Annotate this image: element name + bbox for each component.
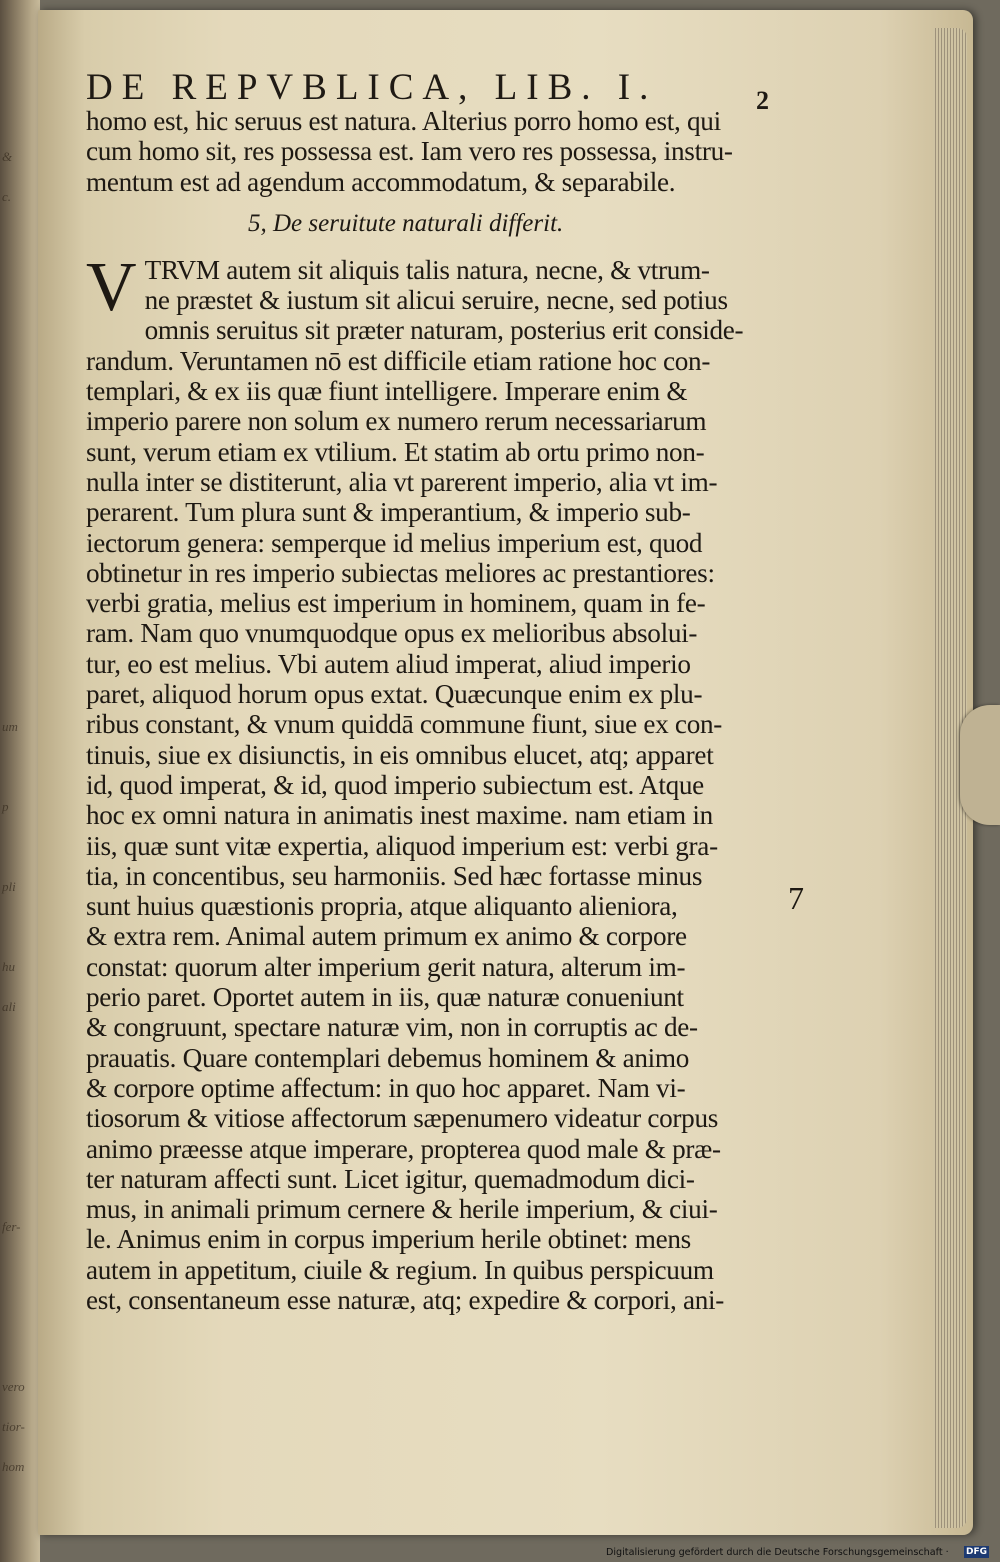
text-line: est, consentaneum esse naturæ, atq; expedire & corpori, ani- [86,1284,725,1315]
margin-note-number: 7 [788,880,804,916]
gutter-fragment: p [2,799,9,814]
gutter-fragment: tior- [2,1419,25,1434]
text-line: templari, & ex iis quæ fiunt intelligere. Imperare enim & [86,376,688,407]
gutter-fragment: pli [2,879,16,894]
text-line: randum. Veruntamen nō est difficile etiam ratione hoc con- [86,345,711,376]
running-head: DE REPVBLICA, LIB. I. [86,67,658,108]
text-line: verbi gratia, melius est imperium in hominem, quam in fe- [86,588,706,619]
gutter-fragment: um [2,719,18,734]
text-line: mentum est ad agendum accommodatum, & separabile. [86,166,676,197]
gutter-fragment: hu [2,959,15,974]
gutter-fragment: ali [2,999,16,1014]
gutter-fragment: hom [2,1459,25,1474]
dfg-logo: DFG [966,1547,988,1557]
text-line: imperio parere non solum ex numero rerum necessariarum [86,406,707,437]
text-line: homo est, hic seruus est natura. Alterius porro homo est, qui [86,106,721,136]
text-line: omnis seruitus sit præter naturam, posterius erit conside- [144,315,744,346]
text-line: TRVM autem sit aliquis talis natura, necne, & vtrum- [144,254,710,285]
text-line: prauatis. Quare contemplari debemus hominem & animo [86,1042,690,1073]
text-line: perio paret. Oportet autem in iis, quæ naturæ conueniunt [86,982,684,1013]
gutter-fragment: c. [2,189,12,204]
text-line: hoc ex omni natura in animatis inest maxime. nam etiam in [86,800,713,831]
text-line: obtinetur in res imperio subiectas meliores ac prestantiores: [86,557,715,588]
text-line: tinuis, siue ex disiunctis, in eis omnibus elucet, atq; apparet [86,739,714,770]
text-line: tia, in concentibus, seu harmoniis. Sed hæc fortasse minus [86,860,703,891]
text-block [86,106,786,1315]
text-line: perarent. Tum plura sunt & imperantium, & imperio sub- [86,497,691,528]
text-line: animo præesse atque imperare, propterea quod male & præ- [86,1133,721,1164]
book-spine-edge [0,0,40,1562]
text-line: ribus constant, & vnum quiddā commune fiunt, siue ex con- [86,709,723,740]
text-line: sunt, verum etiam ex vtilium. Et statim ab ortu primo non- [86,436,705,467]
drop-cap: V [86,248,137,326]
text-line: tiosorum & vitiose affectorum sæpenumero videatur corpus [86,1103,719,1134]
text-line: iectorum genera: semperque id melius imperium est, quod [86,527,703,558]
gutter-fragment: & [2,149,13,164]
folio-number: 2 [756,86,769,115]
text-line: paret, aliquod horum opus extat. Quæcunque enim ex plu- [86,679,703,710]
text-line: ter naturam affecti sunt. Licet igitur, quemadmodum dici- [86,1163,695,1194]
text-line: ram. Nam quo vnumquodque opus ex melioribus absolui- [86,618,698,649]
paragraph [86,248,786,1315]
text-line: & extra rem. Animal autem primum ex animo & corpore [86,921,687,952]
text-line: mus, in animali primum cernere & herile imperium, & ciui- [86,1194,718,1225]
text-line: tur, eo est melius. Vbi autem aliud imperat, aliud imperio [86,648,691,679]
text-line: cum homo sit, res possessa est. Iam vero res possessa, instru- [86,136,733,167]
text-line: ne præstet & iustum sit alicui seruire, necne, sed potius [144,285,728,316]
section-heading: 5, De seruitute naturali differit. [248,209,564,237]
page-tab [960,705,1000,825]
gutter-fragment: vero [2,1379,25,1394]
text-line: sunt huius quæstionis propria, atque aliquanto alieniora, [86,891,678,922]
text-line: le. Animus enim in corpus imperium herile obtinet: mens [86,1224,691,1255]
text-line: & congruunt, spectare naturæ vim, non in corruptis ac de- [86,1012,698,1043]
gutter-fragment: fer- [2,1219,21,1234]
text-line: constat: quorum alter imperium gerit natura, alterum im- [86,951,686,982]
text-line: nulla inter se distiterunt, alia vt parerent imperio, alia vt im- [86,466,718,497]
text-line: autem in appetitum, ciuile & regium. In quibus perspicuum [86,1254,714,1285]
text-line: id, quod imperat, & id, quod imperio subiectum est. Atque [86,769,704,800]
digitization-credit: Digitalisierung gefördert durch die Deutsche Forschungsgemeinschaft · [606,1547,949,1558]
text-line: & corpore optime affectum: in quo hoc apparet. Nam vi- [86,1072,686,1103]
text-line: iis, quæ sunt vitæ expertia, aliquod imperium est: verbi gra- [86,830,718,861]
